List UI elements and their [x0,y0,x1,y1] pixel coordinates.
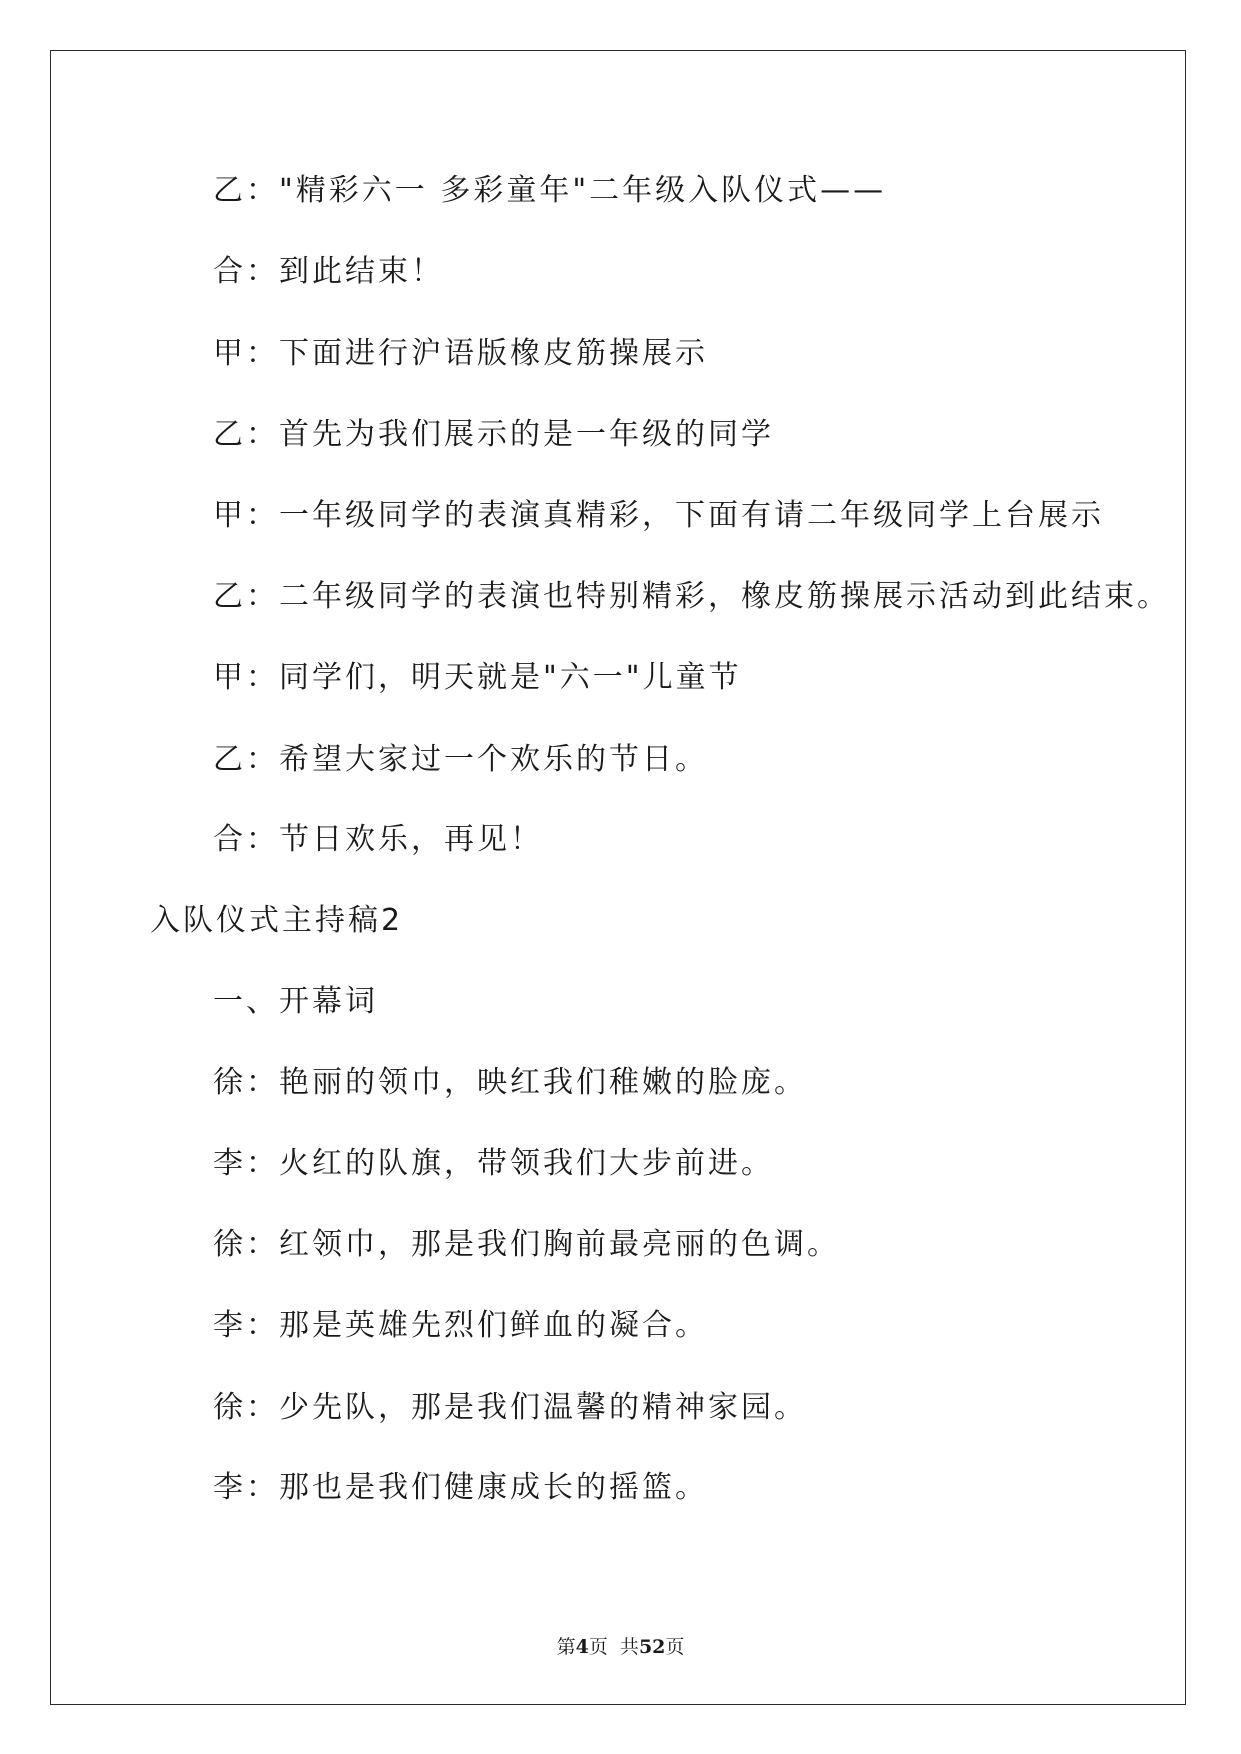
footer-prefix: 第 [556,1636,576,1658]
footer-suffix: 页 [665,1636,685,1658]
dialogue-line: 徐：少先队，那是我们温馨的精神家园。 [213,1390,807,1425]
dialogue-line: 徐：艳丽的领巾，映红我们稚嫩的脸庞。 [213,1065,807,1100]
current-page-number: 4 [575,1636,589,1658]
dialogue-line: 李：那也是我们健康成长的摇篮。 [213,1470,708,1505]
dialogue-line: 李：火红的队旗，带领我们大步前进。 [213,1146,774,1181]
dialogue-line: 乙：二年级同学的表演也特别精彩，橡皮筋操展示活动到此结束。 [213,579,1170,614]
total-page-count: 52 [638,1636,666,1658]
dialogue-line: 李：那是英雄先烈们鲜血的凝合。 [213,1308,708,1343]
page-border [50,50,1186,1705]
dialogue-line: 乙：首先为我们展示的是一年级的同学 [213,417,774,452]
dialogue-line: 甲：同学们，明天就是"六一"儿童节 [213,660,742,695]
dialogue-line: 合：节日欢乐，再见！ [213,822,543,857]
footer-mid: 页 共 [588,1636,639,1658]
dialogue-line: 甲：一年级同学的表演真精彩，下面有请二年级同学上台展示 [213,498,1104,533]
dialogue-line: 甲：下面进行沪语版橡皮筋操展示 [213,336,708,371]
dialogue-line: 合：到此结束！ [213,254,444,289]
dialogue-line: 徐：红领巾，那是我们胸前最亮丽的色调。 [213,1227,840,1262]
section-heading: 入队仪式主持稿2 [150,903,404,938]
dialogue-line: 乙："精彩六一 多彩童年"二年级入队仪式—— [213,173,887,208]
dialogue-line: 乙：希望大家过一个欢乐的节日。 [213,742,708,777]
page-footer [0,1632,1241,1659]
dialogue-line: 一、开幕词 [213,984,378,1019]
